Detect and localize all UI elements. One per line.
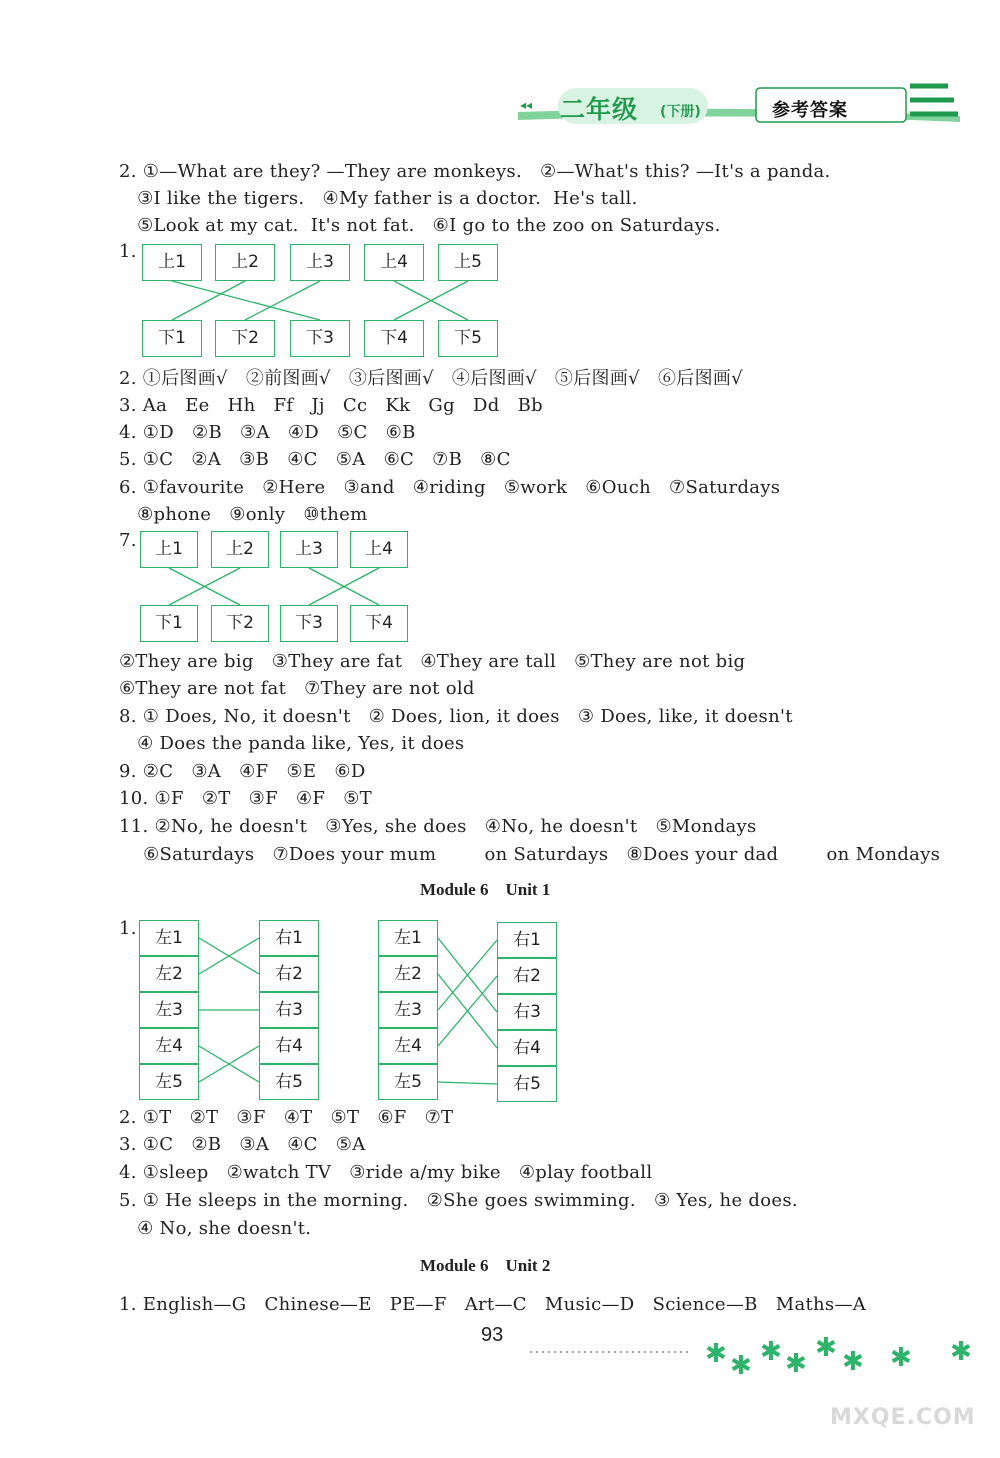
question-number: 1.	[119, 918, 137, 939]
watermark: MXQE.COM	[830, 1405, 976, 1430]
answer-line: 1. English—G Chinese—E PE—F Art—C Music—D Science—B Maths—A	[119, 1294, 867, 1315]
match-box-left-1: 左1	[139, 920, 199, 956]
match-box-top-1: 上1	[140, 531, 198, 568]
match-box-top-3: 上3	[290, 244, 350, 281]
answer-line: 2. ①后图画√ ②前图画√ ③后图画√ ④后图画√ ⑤后图画√ ⑥后图画√	[119, 368, 743, 389]
match-box-top-4: 上4	[350, 531, 408, 568]
answer-line: ⑤Look at my cat. It's not fat. ⑥I go to the zoo on Saturdays.	[119, 215, 721, 236]
header-grade: 二年级	[560, 95, 639, 124]
svg-text:✱: ✱	[815, 1333, 837, 1363]
svg-text:✱: ✱	[890, 1343, 912, 1373]
match-box-right-1: 右1	[497, 922, 557, 958]
footer-decoration	[520, 1330, 980, 1390]
match-box-left-5: 左5	[139, 1064, 199, 1100]
match-box-right-1: 右1	[259, 920, 319, 956]
match-box-right-4: 右4	[497, 1030, 557, 1066]
match-box-bottom-3: 下3	[280, 605, 338, 642]
answer-line: 10. ①F ②T ③F ④F ⑤T	[119, 788, 372, 809]
svg-text:✱: ✱	[730, 1351, 752, 1381]
question-number: 1.	[119, 241, 137, 262]
svg-text:✱: ✱	[760, 1337, 782, 1367]
match-box-bottom-2: 下2	[215, 320, 275, 357]
match-box-left-2: 左2	[139, 956, 199, 992]
answer-line: ②They are big ③They are fat ④They are tall ⑤They are not big	[119, 651, 746, 672]
match-box-left-3: 左3	[139, 992, 199, 1028]
match-box-right-3: 右3	[259, 992, 319, 1028]
match-box-left-5: 左5	[378, 1064, 438, 1100]
match-box-right-4: 右4	[259, 1028, 319, 1064]
answer-line: ⑧phone ⑨only ⑩them	[119, 504, 368, 525]
match-box-top-2: 上2	[211, 531, 269, 568]
answer-line: ⑥They are not fat ⑦They are not old	[119, 678, 475, 699]
answer-line: ④ No, she doesn't.	[119, 1218, 312, 1239]
svg-text:✱: ✱	[950, 1337, 972, 1367]
match-box-right-3: 右3	[497, 994, 557, 1030]
match-box-right-5: 右5	[259, 1064, 319, 1100]
page-number: 93	[481, 1324, 504, 1346]
match-box-left-3: 左3	[378, 992, 438, 1028]
match-box-left-4: 左4	[378, 1028, 438, 1064]
answer-line: 5. ① He sleeps in the morning. ②She goes swimming. ③ Yes, he does.	[119, 1190, 798, 1211]
match-box-left-1: 左1	[378, 920, 438, 956]
answer-line: ⑥Saturdays ⑦Does your mum on Saturdays ⑧Does your dad on Mondays	[119, 844, 941, 865]
answer-line: 4. ①D ②B ③A ④D ⑤C ⑥B	[119, 422, 416, 443]
svg-text:✱: ✱	[705, 1339, 727, 1369]
svg-text:✱: ✱	[785, 1349, 807, 1379]
match-box-bottom-1: 下1	[140, 605, 198, 642]
answer-line: 3. Aa Ee Hh Ff Jj Cc Kk Gg Dd Bb	[119, 395, 543, 416]
answer-line: 2. ①T ②T ③F ④T ⑤T ⑥F ⑦T	[119, 1107, 454, 1128]
svg-text:✱: ✱	[842, 1347, 864, 1377]
answer-line: 11. ②No, he doesn't ③Yes, she does ④No, he doesn't ⑤Mondays	[119, 816, 757, 837]
section-heading: Module 6 Unit 2	[420, 1256, 551, 1275]
section-heading: Module 6 Unit 1	[420, 880, 551, 899]
answer-line: 9. ②C ③A ④F ⑤E ⑥D	[119, 761, 366, 782]
answer-line: 2. ①—What are they? —They are monkeys. ②—What's this? —It's a panda.	[119, 161, 831, 182]
answer-line: 6. ①favourite ②Here ③and ④riding ⑤work ⑥Ouch ⑦Saturdays	[119, 477, 781, 498]
match-box-bottom-4: 下4	[350, 605, 408, 642]
answer-line: 5. ①C ②A ③B ④C ⑤A ⑥C ⑦B ⑧C	[119, 449, 511, 470]
answer-line: ③I like the tigers. ④My father is a doctor. He's tall.	[119, 188, 638, 209]
match-box-top-1: 上1	[142, 244, 202, 281]
match-box-bottom-2: 下2	[211, 605, 269, 642]
svg-text:◂◂: ◂◂	[520, 98, 533, 112]
match-box-top-5: 上5	[438, 244, 498, 281]
match-box-top-3: 上3	[280, 531, 338, 568]
match-box-top-4: 上4	[364, 244, 424, 281]
match-box-right-2: 右2	[259, 956, 319, 992]
match-box-left-4: 左4	[139, 1028, 199, 1064]
match-box-left-2: 左2	[378, 956, 438, 992]
match-box-right-5: 右5	[497, 1066, 557, 1102]
header-title: 参考答案	[772, 100, 848, 121]
match-box-bottom-5: 下5	[438, 320, 498, 357]
answer-line: 4. ①sleep ②watch TV ③ride a/my bike ④play football	[119, 1162, 653, 1183]
answer-line: ④ Does the panda like, Yes, it does	[119, 733, 465, 754]
match-box-top-2: 上2	[215, 244, 275, 281]
match-box-bottom-1: 下1	[142, 320, 202, 357]
answer-line: 3. ①C ②B ③A ④C ⑤A	[119, 1134, 366, 1155]
match-box-right-2: 右2	[497, 958, 557, 994]
match-box-bottom-4: 下4	[364, 320, 424, 357]
match-box-bottom-3: 下3	[290, 320, 350, 357]
question-number: 7.	[119, 530, 137, 551]
answer-line: 8. ① Does, No, it doesn't ② Does, lion, it does ③ Does, like, it doesn't	[119, 706, 793, 727]
header-volume: (下册)	[660, 104, 701, 120]
